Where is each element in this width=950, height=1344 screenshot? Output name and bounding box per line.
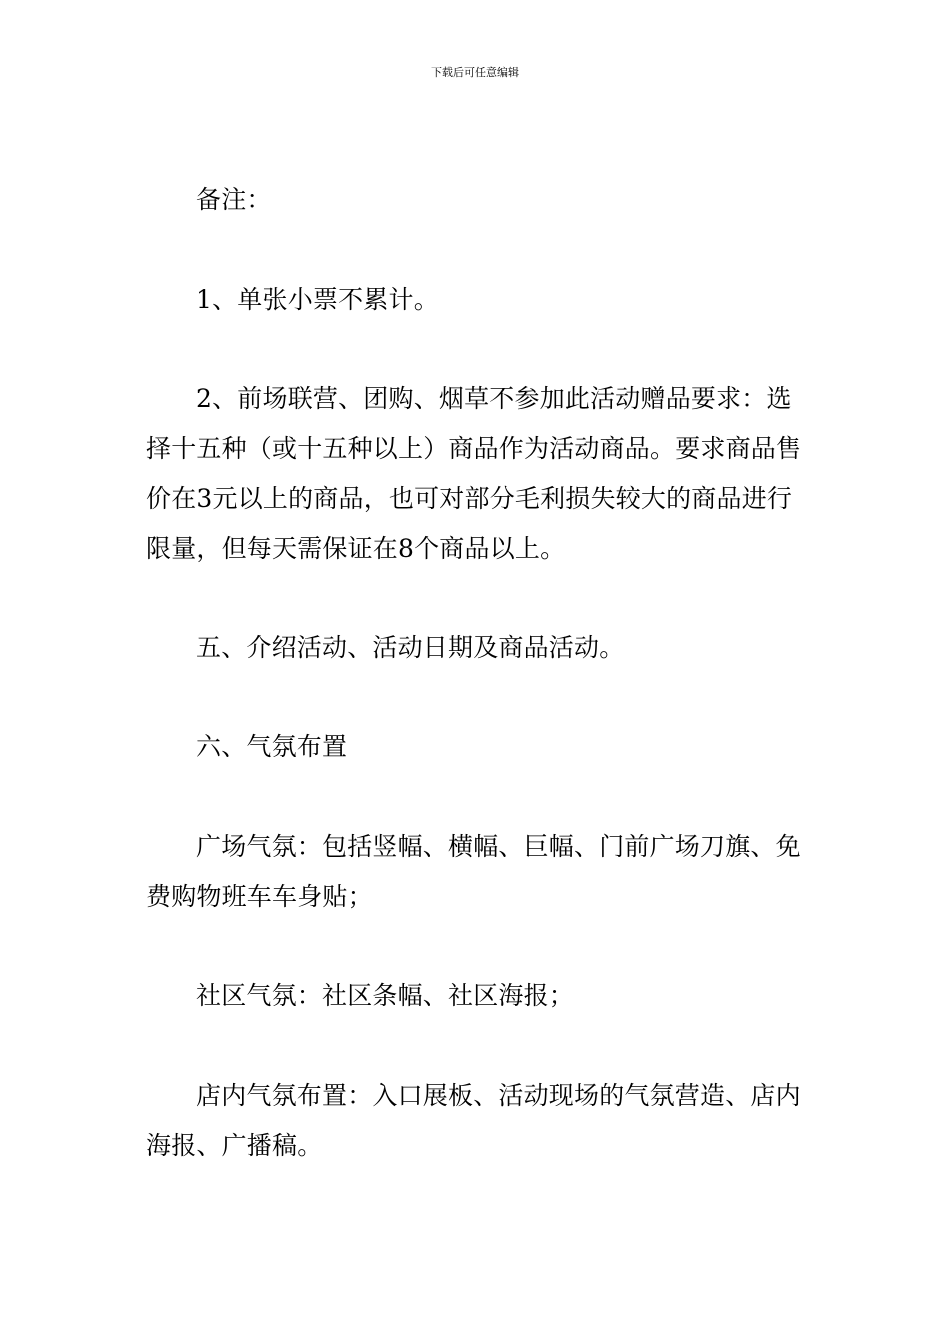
plaza-atmosphere: 广场气氛：包括竖幅、横幅、巨幅、门前广场刀旗、免费购物班车车身贴； <box>146 832 801 911</box>
note-item-1: 1、单张小票不累计。 <box>196 285 439 314</box>
note-item-2: 2、前场联营、团购、烟草不参加此活动赠品要求：选择十五种（或十五种以上）商品作为活动商品。要求商品售价在3元以上的商品，也可对部分毛利损失较大的商品进行限量，但每天需保证在8个商品以上。 <box>146 384 802 563</box>
note-heading: 备注： <box>196 185 272 214</box>
community-atmosphere: 社区气氛：社区条幅、社区海报； <box>196 981 575 1010</box>
in-store-atmosphere: 店内气氛布置：入口展板、活动现场的气氛营造、店内海报、广播稿。 <box>146 1081 801 1160</box>
section-five: 五、介绍活动、活动日期及商品活动。 <box>196 633 625 662</box>
page-header: 下载后可任意编辑 <box>431 66 519 79</box>
section-six-heading: 六、气氛布置 <box>196 732 348 761</box>
